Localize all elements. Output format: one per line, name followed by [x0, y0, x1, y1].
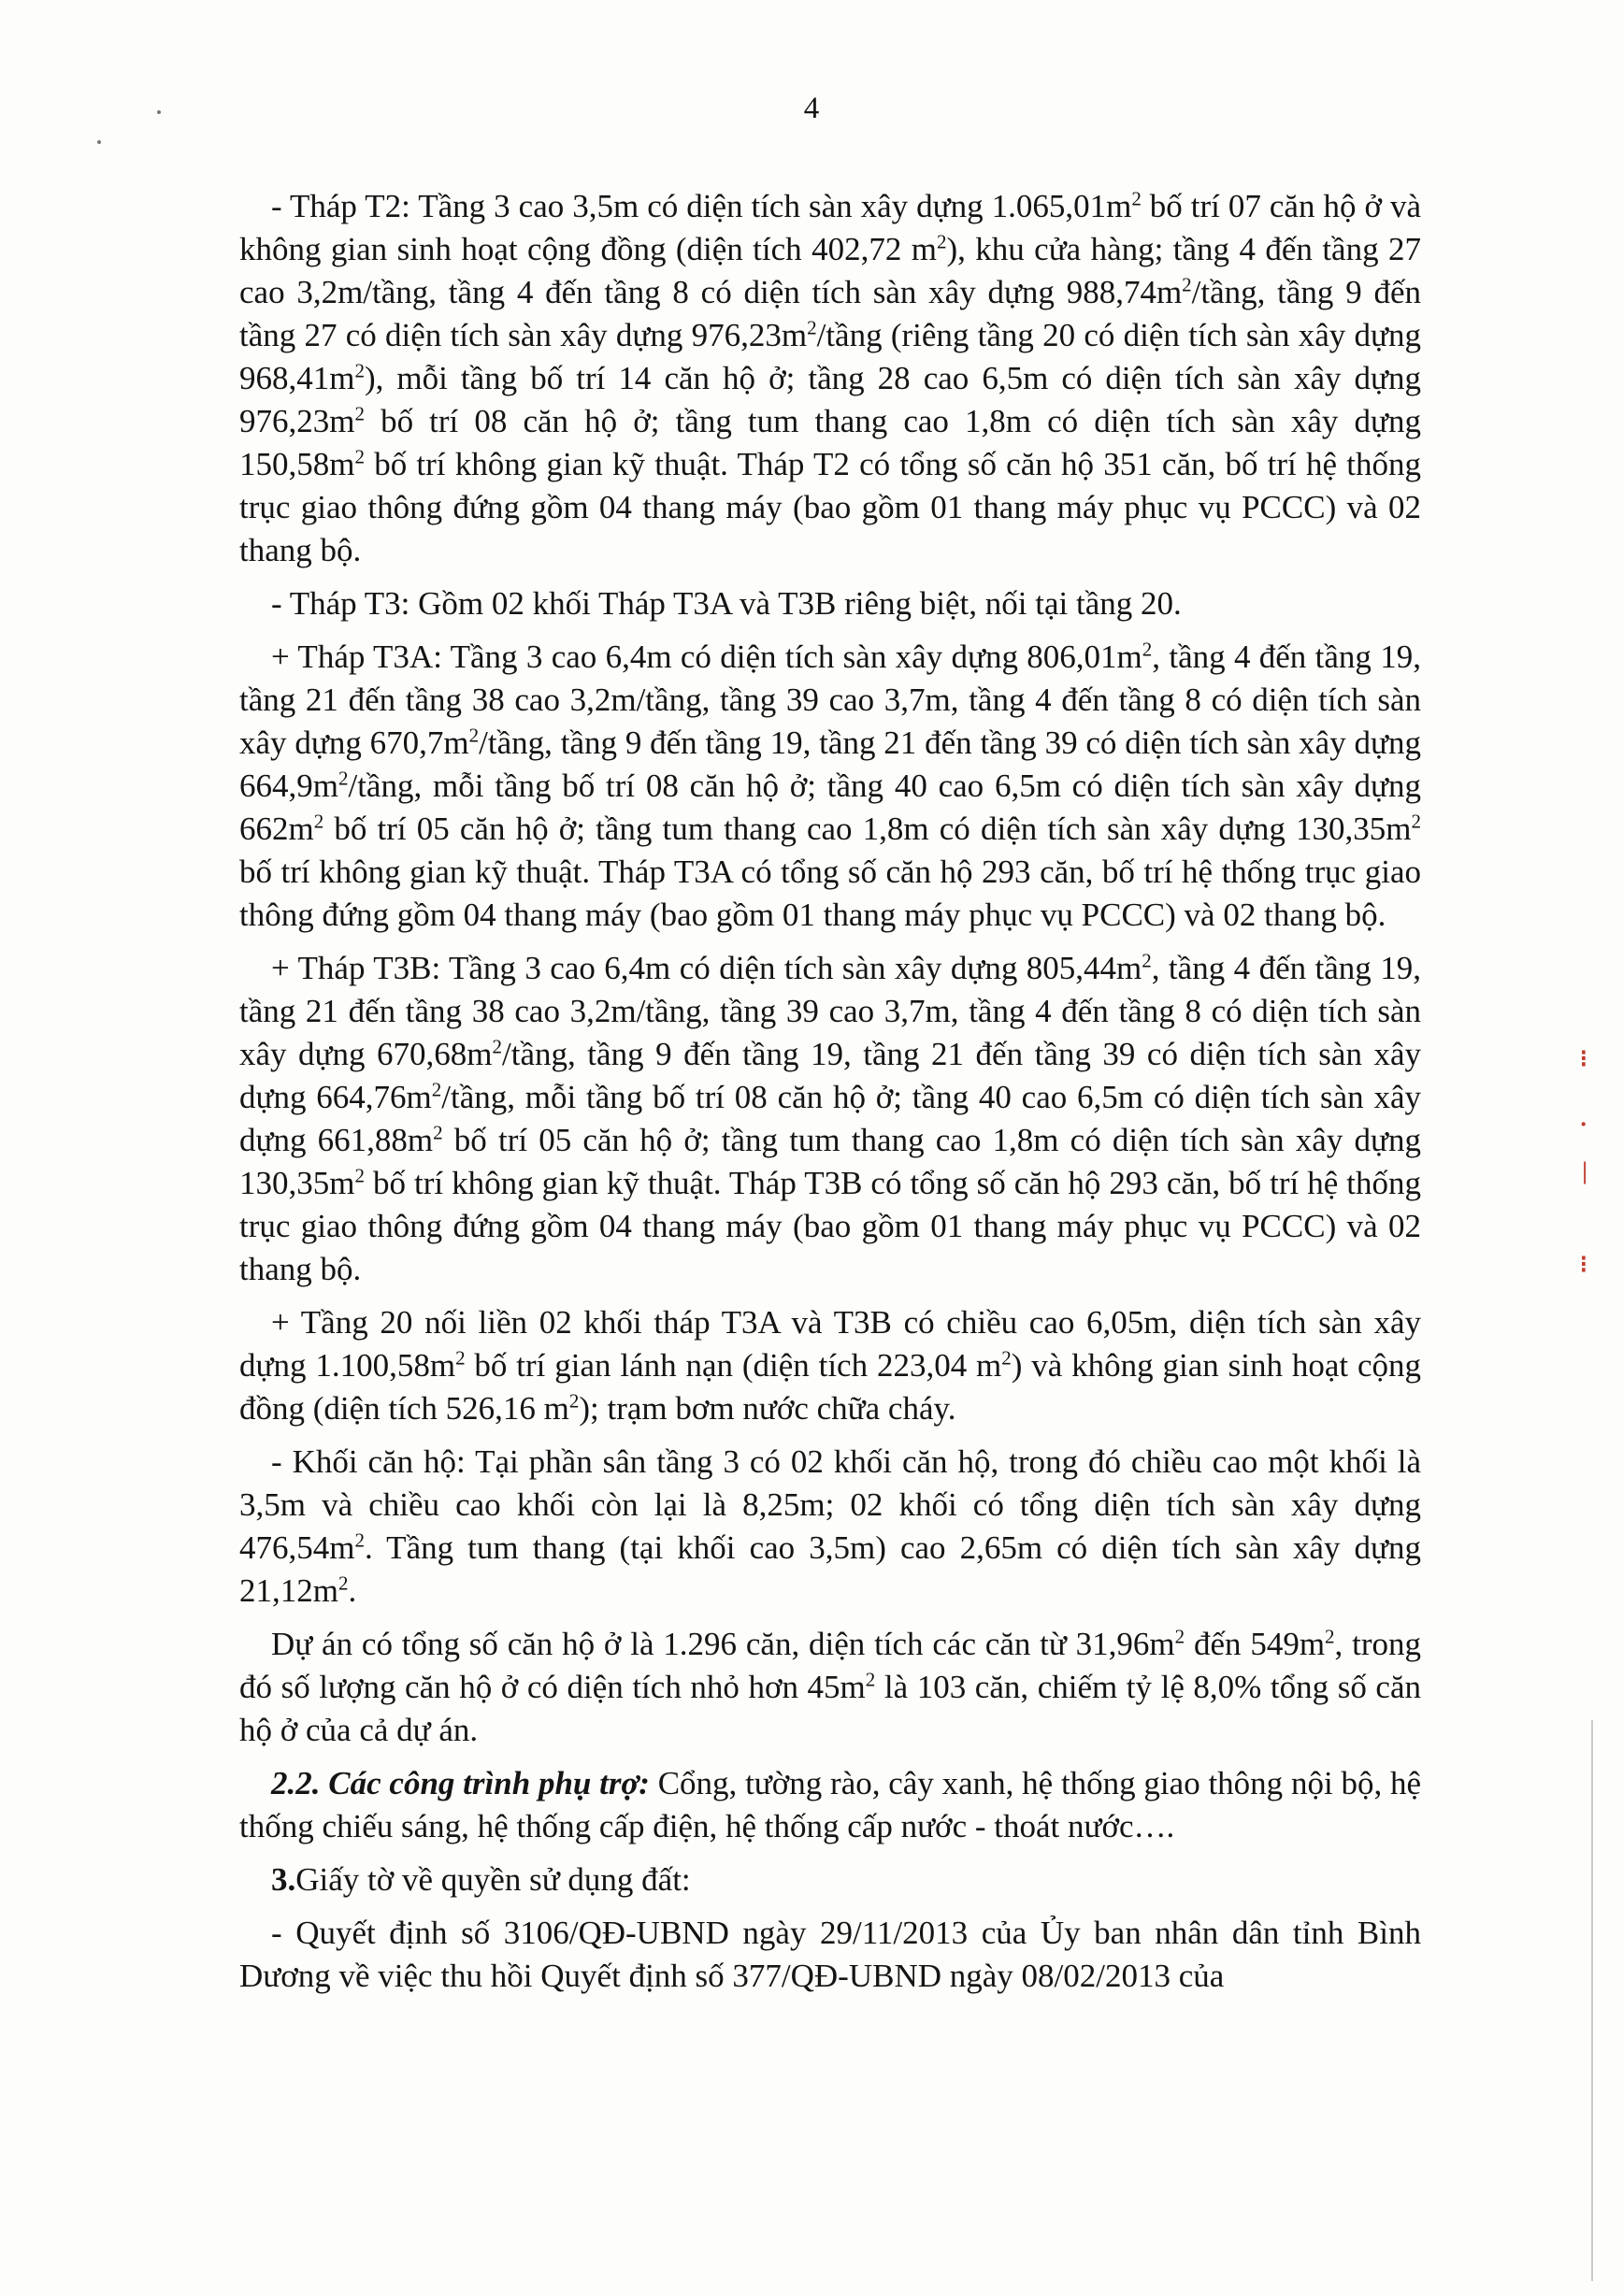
section-heading: 2.2. Các công trình phụ trợ: [271, 1765, 650, 1801]
paragraph-floor-20: + Tầng 20 nối liền 02 khối tháp T3A và T3B có chiều cao 6,05m, diện tích sàn xây dựng $1.100,58m^2$ bố trí gian lánh nạn (diện tích 223,04 $m^2$) và không gian sinh hoạt cộng đồng (diện tích 526,16 $m^2$); trạm bơm nước chữa cháy. [239, 1304, 1421, 1427]
paragraph-tower-t3: - Tháp T3: Gồm 02 khối Tháp T3A và T3B riêng biệt, nối tại tầng 20. [271, 585, 1182, 622]
paragraph-project-summary: Dự án có tổng số căn hộ ở là 1.296 căn, diện tích các căn từ $31,96m^2$ đến $549m^2$, trong đó số lượng căn hộ ở có diện tích nhỏ hơn $45m^2$ là 103 căn, chiếm tỷ lệ 8,0% tổng số căn hộ ở của cả dự án. [239, 1625, 1421, 1748]
scan-speck [97, 140, 101, 144]
paragraph-tower-t2: - Tháp T2: Tầng 3 cao 3,5m có diện tích sàn xây dựng $1.065,01m^2$ bố trí 07 căn hộ ở và không gian sinh hoạt cộng đồng (diện tích 402,72 $m^2$), khu cửa hàng; tầng 4 đến tầng 27 cao 3,2m/tầng, tầng 4 đến tầng 8 có diện tích sàn xây dựng $988,74m^2$/tầng, tầng 9 đến tầng 27 có diện tích sàn xây dựng $976,23m^2$/tầng (riêng tầng 20 có diện tích sàn xây dựng $968,41m^2$), mỗi tầng bố trí 14 căn hộ ở; tầng 28 cao 6,5m có diện tích sàn xây dựng $976,23m^2$ bố trí 08 căn hộ ở; tầng tum thang cao 1,8m có diện tích sàn xây dựng $150,58m^2$ bố trí không gian kỹ thuật. Tháp T2 có tổng số căn hộ 351 căn, bố trí hệ thống trục giao thông đứng gồm 04 thang máy (bao gồm 01 thang máy phục vụ PCCC) và 02 thang bộ. [239, 187, 1421, 568]
paragraph-auxiliary-works: 2.2. Các công trình phụ trợ: Cổng, tường rào, cây xanh, hệ thống giao thông nội bộ, hệ thống chiếu sáng, hệ thống cấp điện, hệ thống cấp nước - thoát nước…. [239, 1765, 1421, 1844]
paragraph-land-use-papers: 3.Giấy tờ về quyền sử dụng đất: [271, 1861, 691, 1898]
margin-stamp-mark: | [1582, 1157, 1587, 1184]
margin-stamp-mark: ⁝ [1579, 1045, 1587, 1072]
paragraph-tower-t3b: + Tháp T3B: Tầng 3 cao 6,4m có diện tích sàn xây dựng $805,44m^2$, tầng 4 đến tầng 19, tầng 21 đến tầng 38 cao 3,2m/tầng, tầng 39 cao 3,7m, tầng 4 đến tầng 8 có diện tích sàn xây dựng $670,68m^2$/tầng, tầng 9 đến tầng 19, tầng 21 đến tầng 39 có diện tích sàn xây dựng $664,76m^2$/tầng, mỗi tầng bố trí 08 căn hộ ở; tầng 40 cao 6,5m có diện tích sàn xây dựng $661,88m^2$ bố trí 05 căn hộ ở; tầng tum thang cao 1,8m có diện tích sàn xây dựng $130,35m^2$ bố trí không gian kỹ thuật. Tháp T3B có tổng số căn hộ 293 căn, bố trí hệ thống trục giao thông đứng gồm 04 thang máy (bao gồm 01 thang máy phục vụ PCCC) và 02 thang bộ. [239, 949, 1422, 1287]
scan-edge-line [1591, 1720, 1593, 2281]
document-body [239, 185, 1421, 2008]
paragraph-decision: - Quyết định số 3106/QĐ-UBND ngày 29/11/2013 của Ủy ban nhân dân tỉnh Bình Dương về việc thu hồi Quyết định số 377/QĐ-UBND ngày 08/02/2013 của [239, 1915, 1421, 1994]
section-number: 3. [271, 1861, 296, 1898]
paragraph-apartment-block: - Khối căn hộ: Tại phần sân tầng 3 có 02 khối căn hộ, trong đó chiều cao một khối là 3,5m và chiều cao khối còn lại là 8,25m; 02 khối có tổng diện tích sàn xây dựng $476,54m^2$. Tầng tum thang (tại khối cao 3,5m) cao 2,65m có diện tích sàn xây dựng $21,12m^2$. [239, 1443, 1421, 1609]
scan-speck [157, 110, 161, 114]
page-number: 4 [803, 92, 820, 125]
paragraph-tower-t3a: + Tháp T3A: Tầng 3 cao 6,4m có diện tích sàn xây dựng $806,01m^2$, tầng 4 đến tầng 19, tầng 21 đến tầng 38 cao 3,2m/tầng, tầng 39 cao 3,7m, tầng 4 đến tầng 8 có diện tích sàn xây dựng $670,7m^2$/tầng, tầng 9 đến tầng 19, tầng 21 đến tầng 39 có diện tích sàn xây dựng $664,9m^2$/tầng, mỗi tầng bố trí 08 căn hộ ở; tầng 40 cao 6,5m có diện tích sàn xây dựng $662m^2$ bố trí 05 căn hộ ở; tầng tum thang cao 1,8m có diện tích sàn xây dựng $130,35m^2$ bố trí không gian kỹ thuật. Tháp T3A có tổng số căn hộ 293 căn, bố trí hệ thống trục giao thông đứng gồm 04 thang máy (bao gồm 01 thang máy phục vụ PCCC) và 02 thang bộ. [239, 638, 1421, 933]
margin-stamp-mark: · [1579, 1111, 1587, 1138]
margin-stamp-mark: ⁝ [1579, 1251, 1587, 1278]
